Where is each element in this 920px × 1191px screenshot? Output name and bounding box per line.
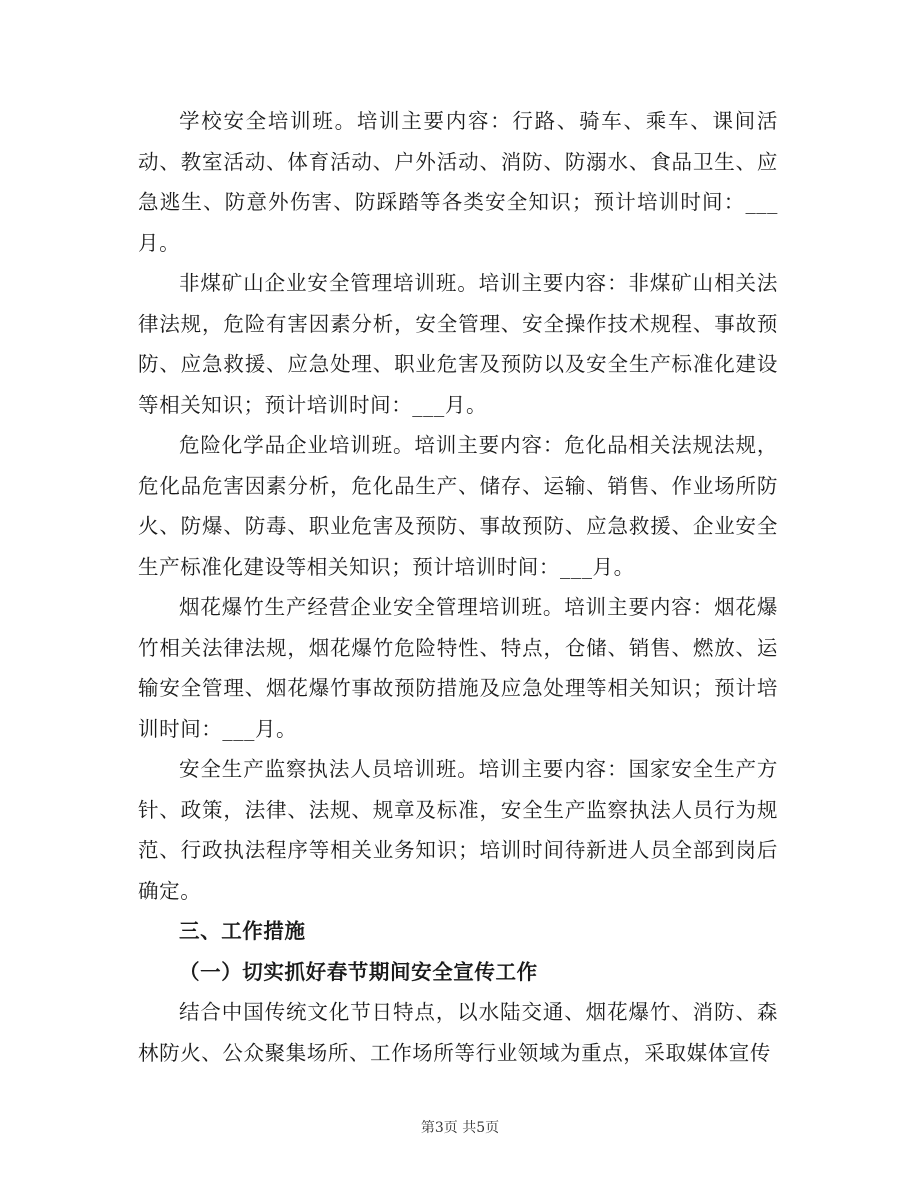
section-heading: 三、工作措施 <box>179 919 306 943</box>
paragraph-school-training: 学校安全培训班。培训主要内容：行路、骑车、乘车、课间活动、教室活动、体育活动、户外活动、消防、防溺水、食品卫生、应急逃生、防意外伤害、防踩踏等各类安全知识；预计培训时间：___月。 <box>138 109 778 255</box>
page-number-footer: 第3页 共5页 <box>420 1120 500 1136</box>
paragraph-measures: 结合中国传统文化节日特点，以水陆交通、烟花爆竹、消防、森林防火、公众聚集场所、工作场所等行业领域为重点，采取媒体宣传 <box>138 1000 778 1065</box>
sub-heading: （一）切实抓好春节期间安全宣传工作 <box>179 959 538 984</box>
paragraph-chemical-training: 危险化学品企业培训班。培训主要内容：危化品相关法规法规，危化品危害因素分析，危化品生产、储存、运输、销售、作业场所防火、防爆、防毒、职业危害及预防、事故预防、应急救援、企业安全生产标准化建设等相关知识；预计培训时间：___月。 <box>138 433 778 579</box>
paragraph-mine-training: 非煤矿山企业安全管理培训班。培训主要内容：非煤矿山相关法律法规，危险有害因素分析，安全管理、安全操作技术规程、事故预防、应急救援、应急处理、职业危害及预防以及安全生产标准化建设等相关知识；预计培训时间：___月。 <box>138 271 778 417</box>
document-body <box>138 101 778 1073</box>
paragraph-inspector-training: 安全生产监察执法人员培训班。培训主要内容：国家安全生产方针、政策，法律、法规、规章及标准，安全生产监察执法人员行为规范、行政执法程序等相关业务知识；培训时间待新进人员全部到岗后确定。 <box>138 757 778 903</box>
paragraph-fireworks-training: 烟花爆竹生产经营企业安全管理培训班。培训主要内容：烟花爆竹相关法律法规，烟花爆竹危险特性、特点，仓储、销售、燃放、运输安全管理、烟花爆竹事故预防措施及应急处理等相关知识；预计培训时间：___月。 <box>138 595 778 741</box>
